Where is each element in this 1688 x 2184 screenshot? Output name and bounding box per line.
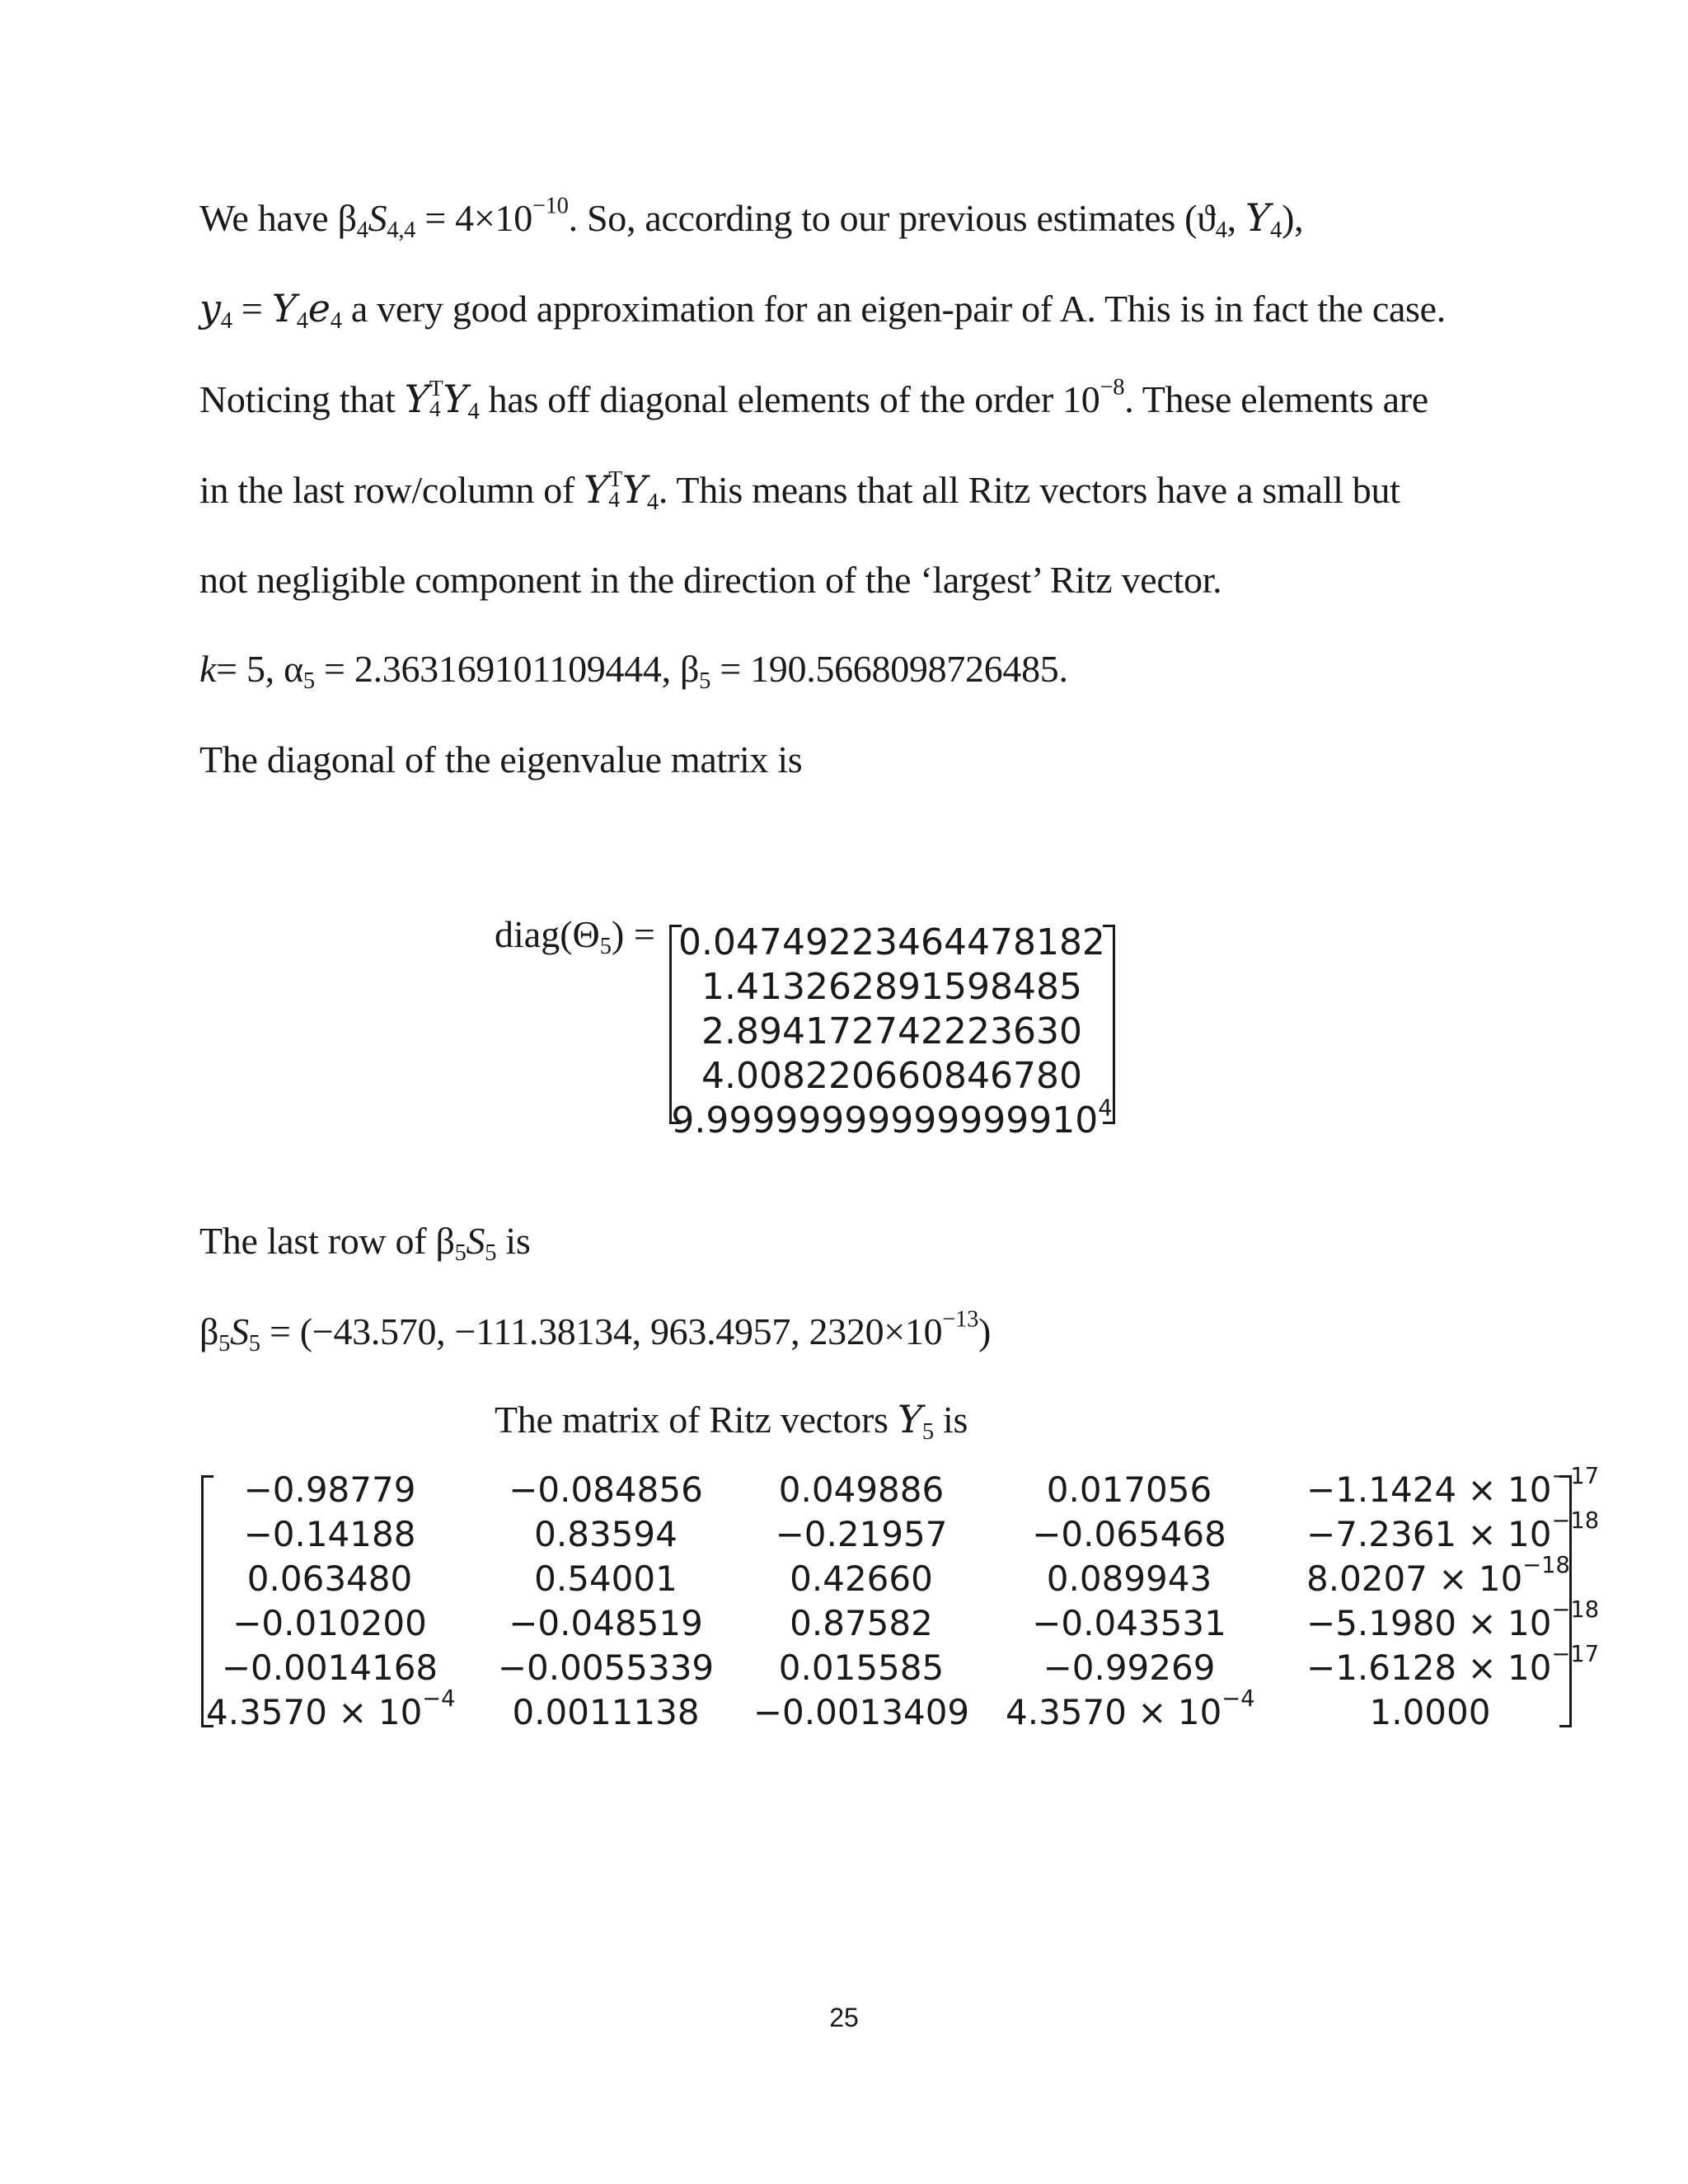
ritz-matrix-entry: 0.049886: [778, 1469, 945, 1510]
ritz-matrix-entry: −0.21957: [775, 1514, 948, 1554]
ritz-matrix-entry: $-1.6128 \times 10^{-17}$: [1306, 1642, 1600, 1688]
ritz-matrix-entry: $8.0207 \times 10^{-18}$: [1306, 1553, 1570, 1599]
ritz-matrix-entry: −0.14188: [243, 1514, 416, 1554]
ritz-matrix-entry: −0.98779: [243, 1469, 416, 1510]
text-line-9: $\beta_5S_5 = (-43.570$, −111.38134, 963.4957, $2320\times 10^{-13}$): [199, 1306, 992, 1357]
ritz-matrix-entry: −0.084856: [509, 1469, 703, 1510]
ritz-matrix-entry: −0.048519: [509, 1603, 703, 1643]
text-line-3: Noticing that Y T 4 $Y_4$ has off diagonal elements of the order $10^{-8}$. These elements are: [199, 374, 1428, 424]
ritz-matrix-entry: $-1.1424 \times 10^{-17}$: [1306, 1464, 1600, 1510]
diag-label: $diag(\Theta_5)$ =: [495, 913, 655, 959]
ritz-matrix-entry: 0.87582: [790, 1603, 933, 1643]
text-line-2: $y_4 = Y_4e_4$ a very good approximation for an eigen-pair of A. This is in fact the case.: [199, 286, 1446, 334]
diag-matrix-entry: 1.413262891598485: [701, 966, 1082, 1008]
ritz-matrix-entry: $-5.1980 \times 10^{-18}$: [1306, 1597, 1600, 1643]
ritz-matrix-entry: −0.99269: [1043, 1647, 1216, 1688]
ritz-matrix-entry: $-7.2361 \times 10^{-18}$: [1306, 1508, 1600, 1554]
ritz-matrix-entry: −0.043531: [1032, 1603, 1226, 1643]
text-line-7: The diagonal of the eigenvalue matrix is: [199, 738, 803, 780]
text-line-6: k= 5, $\alpha_5 = 2.363169101109444$, $\beta_5 = 190.5668098726485$.: [199, 648, 1068, 694]
ritz-matrix-entry: 0.089943: [1046, 1558, 1212, 1599]
diag-matrix-entry: 2.894172742223630: [701, 1010, 1082, 1052]
page-number: 25: [829, 2003, 859, 2032]
ritz-matrix-entry: 0.83594: [534, 1514, 678, 1554]
text-line-4: in the last row/column of Y T 4 $Y_4$. This means that all Ritz vectors have a small but: [199, 465, 1400, 515]
ritz-matrix-entry: 0.017056: [1046, 1469, 1212, 1510]
text-line-5: not negligible component in the direction of the ‘largest’ Ritz vector.: [199, 559, 1222, 601]
ritz-matrix-entry: 0.0011138: [512, 1692, 700, 1732]
ritz-matrix-entry: 0.063480: [246, 1558, 413, 1599]
ritz-matrix-entry: 0.54001: [534, 1558, 678, 1599]
ritz-matrix-entry: 1.0000: [1369, 1692, 1491, 1732]
ritz-matrix-entry: −0.0014168: [221, 1647, 438, 1688]
ritz-matrix-entry: −0.0013409: [753, 1692, 970, 1732]
ritz-matrix-entry: −0.0055339: [497, 1647, 715, 1688]
diag-matrix-entry: 0.04749223464478182: [678, 921, 1105, 963]
diag-matrix-entry: 4.008220660846780: [701, 1055, 1082, 1097]
ritz-matrix-entry: 0.015585: [778, 1647, 945, 1688]
ritz-matrix-entry: $4.3570 \times 10^{-4}$: [1006, 1686, 1255, 1732]
text-line-10: The matrix of Ritz vectors $Y_5$ is: [495, 1397, 968, 1445]
ritz-matrix-entry: −0.010200: [232, 1603, 427, 1643]
text-line-1: We have $\beta_4S_{4,4} = 4\times 10^{-10}$. So, according to our previous estimates ($ϑ_4$, $Y_4$),: [199, 193, 1304, 243]
ritz-matrix-entry: $4.3570 \times 10^{-4}$: [206, 1686, 456, 1732]
ritz-matrix-entry: −0.065468: [1032, 1514, 1226, 1554]
diag-matrix-entry: 9.99999999999999910$^4$: [671, 1095, 1113, 1141]
ritz-matrix-entry: 0.42660: [790, 1558, 933, 1599]
text-line-8: The last row of $\beta_5S_5$ is: [199, 1220, 531, 1266]
